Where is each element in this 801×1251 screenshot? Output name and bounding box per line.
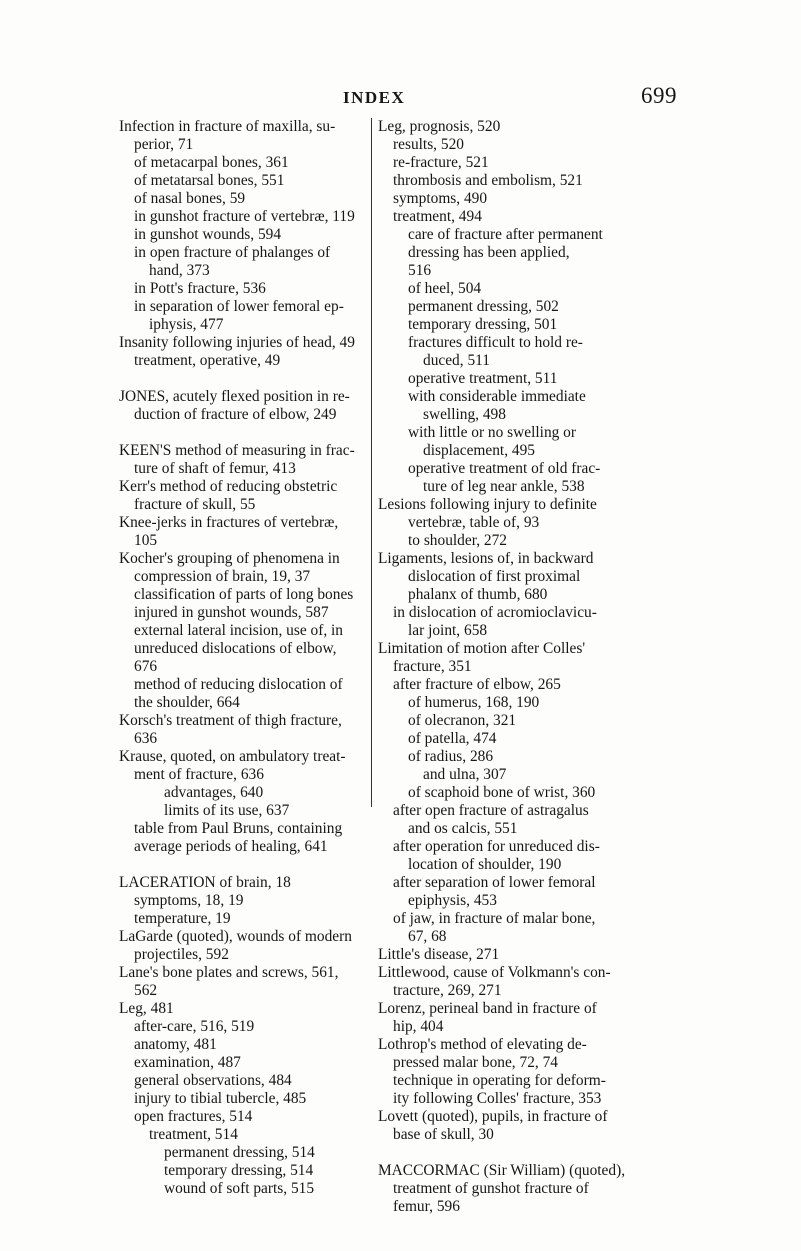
index-subentry: table from Paul Bruns, containing [134,820,343,837]
index-entry: Krause, quoted, on ambulatory treat- [119,748,346,765]
index-subentry: 67, 68 [408,928,447,945]
index-entry: Leg, prognosis, 520 [378,118,501,135]
index-subentry: of jaw, in fracture of malar bone, [393,910,596,927]
index-subentry: temporary dressing, 501 [408,316,558,333]
index-subentry: epiphysis, 453 [408,892,497,909]
index-subentry: pressed malar bone, 72, 74 [393,1054,558,1071]
index-entry: Kocher's grouping of phenomena in [119,550,340,567]
section-gap [119,424,367,442]
index-subentry: ment of fracture, 636 [134,766,264,783]
index-subentry: of metacarpal bones, 361 [134,154,289,171]
index-entry: Ligaments, lesions of, in backward [378,550,594,567]
index-subentry: and os calcis, 551 [408,820,518,837]
index-entry: Lovett (quoted), pupils, in fracture of [378,1108,608,1125]
index-subentry: examination, 487 [134,1054,241,1071]
index-subentry: of patella, 474 [408,730,497,747]
index-subentry: 105 [134,532,158,549]
index-subentry: of nasal bones, 59 [134,190,246,207]
index-subentry: operative treatment of old frac- [408,460,601,477]
index-subentry: after operation for unreduced dis- [393,838,600,855]
index-subentry: treatment, operative, 49 [134,352,281,369]
index-entry: Knee-jerks in fractures of vertebræ, [119,514,339,531]
index-subentry: temporary dressing, 514 [164,1162,314,1179]
index-subentry: unreduced dislocations of elbow, [134,640,337,657]
index-subentry: operative treatment, 511 [408,370,558,387]
index-subentry: to shoulder, 272 [408,532,507,549]
index-subentry: 676 [134,658,158,675]
index-entry: Leg, 481 [119,1000,174,1017]
index-subentry: limits of its use, 637 [164,802,290,819]
index-subentry: ity following Colles' fracture, 353 [393,1090,602,1107]
running-title: INDEX [343,88,406,107]
index-subentry: in open fracture of phalanges of [134,244,331,261]
index-subentry: of metatarsal bones, 551 [134,172,285,189]
section-gap [378,1144,636,1162]
index-entry: JONES, acutely flexed position in re- [119,388,350,405]
index-subentry: projectiles, 592 [134,946,229,963]
index-subentry: care of fracture after permanent [408,226,603,243]
index-subentry: temperature, 19 [134,910,231,927]
index-subentry: anatomy, 481 [134,1036,217,1053]
index-subentry: hip, 404 [393,1018,444,1035]
index-subentry: base of skull, 30 [393,1126,494,1143]
index-subentry: in separation of lower femoral ep- [134,298,344,315]
index-column-left [119,118,367,1198]
index-subentry: with little or no swelling or [408,424,576,441]
index-subentry: symptoms, 18, 19 [134,892,244,909]
index-subentry: fractures difficult to hold re- [408,334,583,351]
index-subentry: treatment, 514 [149,1126,238,1143]
index-subentry: location of shoulder, 190 [408,856,562,873]
index-subentry: compression of brain, 19, 37 [134,568,311,585]
section-gap [119,370,367,388]
index-subentry: injured in gunshot wounds, 587 [134,604,329,621]
index-subentry: of heel, 504 [408,280,482,297]
index-subentry: of olecranon, 321 [408,712,517,729]
index-subentry: in gunshot fracture of vertebræ, 119 [134,208,355,225]
index-entry: Lesions following injury to definite [378,496,597,513]
index-subentry: hand, 373 [149,262,210,279]
index-subentry: tracture, 269, 271 [393,982,502,999]
index-subentry: treatment of gunshot fracture of [393,1180,589,1197]
index-subentry: permanent dressing, 502 [408,298,559,315]
index-subentry: femur, 596 [393,1198,460,1215]
index-subentry: after fracture of elbow, 265 [393,676,561,693]
index-entry: Lane's bone plates and screws, 561, [119,964,339,981]
index-subentry: ture of leg near ankle, 538 [423,478,585,495]
index-entry: Limitation of motion after Colles' [378,640,586,657]
index-subentry: external lateral incision, use of, in [134,622,343,639]
page-header [0,84,801,114]
index-subentry: the shoulder, 664 [134,694,240,711]
index-subentry: duction of fracture of elbow, 249 [134,406,337,423]
index-subentry: dislocation of first proximal [408,568,581,585]
index-subentry: of radius, 286 [408,748,494,765]
index-subentry: advantages, 640 [164,784,264,801]
index-subentry: in Pott's fracture, 536 [134,280,266,297]
section-gap [119,856,367,874]
index-subentry: average periods of healing, 641 [134,838,328,855]
index-entry: LACERATION of brain, 18 [119,874,291,891]
index-subentry: 516 [408,262,432,279]
index-subentry: perior, 71 [134,136,194,153]
index-entry: MACCORMAC (Sir William) (quoted), [378,1162,626,1179]
index-subentry: of humerus, 168, 190 [408,694,540,711]
index-subentry: lar joint, 658 [408,622,488,639]
index-entry: Korsch's treatment of thigh fracture, [119,712,342,729]
index-subentry: iphysis, 477 [149,316,224,333]
page-number: 699 [641,83,677,108]
index-entry: Little's disease, 271 [378,946,500,963]
index-subentry: dressing has been applied, [408,244,570,261]
index-subentry: treatment, 494 [393,208,482,225]
index-subentry: technique in operating for deform- [393,1072,606,1089]
index-entry: Infection in fracture of maxilla, su- [119,118,336,135]
index-entry: Lothrop's method of elevating de- [378,1036,587,1053]
index-subentry: symptoms, 490 [393,190,488,207]
index-entry: LaGarde (quoted), wounds of modern [119,928,352,945]
column-divider [371,118,372,807]
index-entry: Kerr's method of reducing obstetric [119,478,338,495]
index-subentry: phalanx of thumb, 680 [408,586,548,603]
index-subentry: re-fracture, 521 [393,154,489,171]
index-entry: Littlewood, cause of Volkmann's con- [378,964,611,981]
index-subentry: with considerable immediate [408,388,586,405]
index-entry: Lorenz, perineal band in fracture of [378,1000,597,1017]
index-subentry: vertebræ, table of, 93 [408,514,540,531]
index-subentry: ture of shaft of femur, 413 [134,460,296,477]
index-subentry: thrombosis and embolism, 521 [393,172,583,189]
index-subentry: wound of soft parts, 515 [164,1180,315,1197]
index-entry: Insanity following injuries of head, 49 [119,334,355,351]
index-subentry: open fractures, 514 [134,1108,253,1125]
index-subentry: permanent dressing, 514 [164,1144,315,1161]
index-subentry: and ulna, 307 [423,766,507,783]
index-subentry: injury to tibial tubercle, 485 [134,1090,307,1107]
index-entry: KEEN'S method of measuring in frac- [119,442,355,459]
index-subentry: displacement, 495 [423,442,535,459]
index-subentry: after open fracture of astragalus [393,802,589,819]
index-subentry: of scaphoid bone of wrist, 360 [408,784,596,801]
index-column-right [378,118,636,1216]
index-subentry: in dislocation of acromioclavicu- [393,604,597,621]
index-subentry: 562 [134,982,158,999]
index-subentry: results, 520 [393,136,464,153]
index-subentry: fracture, 351 [393,658,472,675]
index-subentry: 636 [134,730,158,747]
index-subentry: in gunshot wounds, 594 [134,226,282,243]
index-subentry: fracture of skull, 55 [134,496,256,513]
index-subentry: classification of parts of long bones [134,586,354,603]
index-subentry: general observations, 484 [134,1072,292,1089]
index-subentry: after separation of lower femoral [393,874,596,891]
index-subentry: duced, 511 [423,352,490,369]
index-subentry: after-care, 516, 519 [134,1018,255,1035]
index-subentry: swelling, 498 [423,406,506,423]
index-subentry: method of reducing dislocation of [134,676,343,693]
